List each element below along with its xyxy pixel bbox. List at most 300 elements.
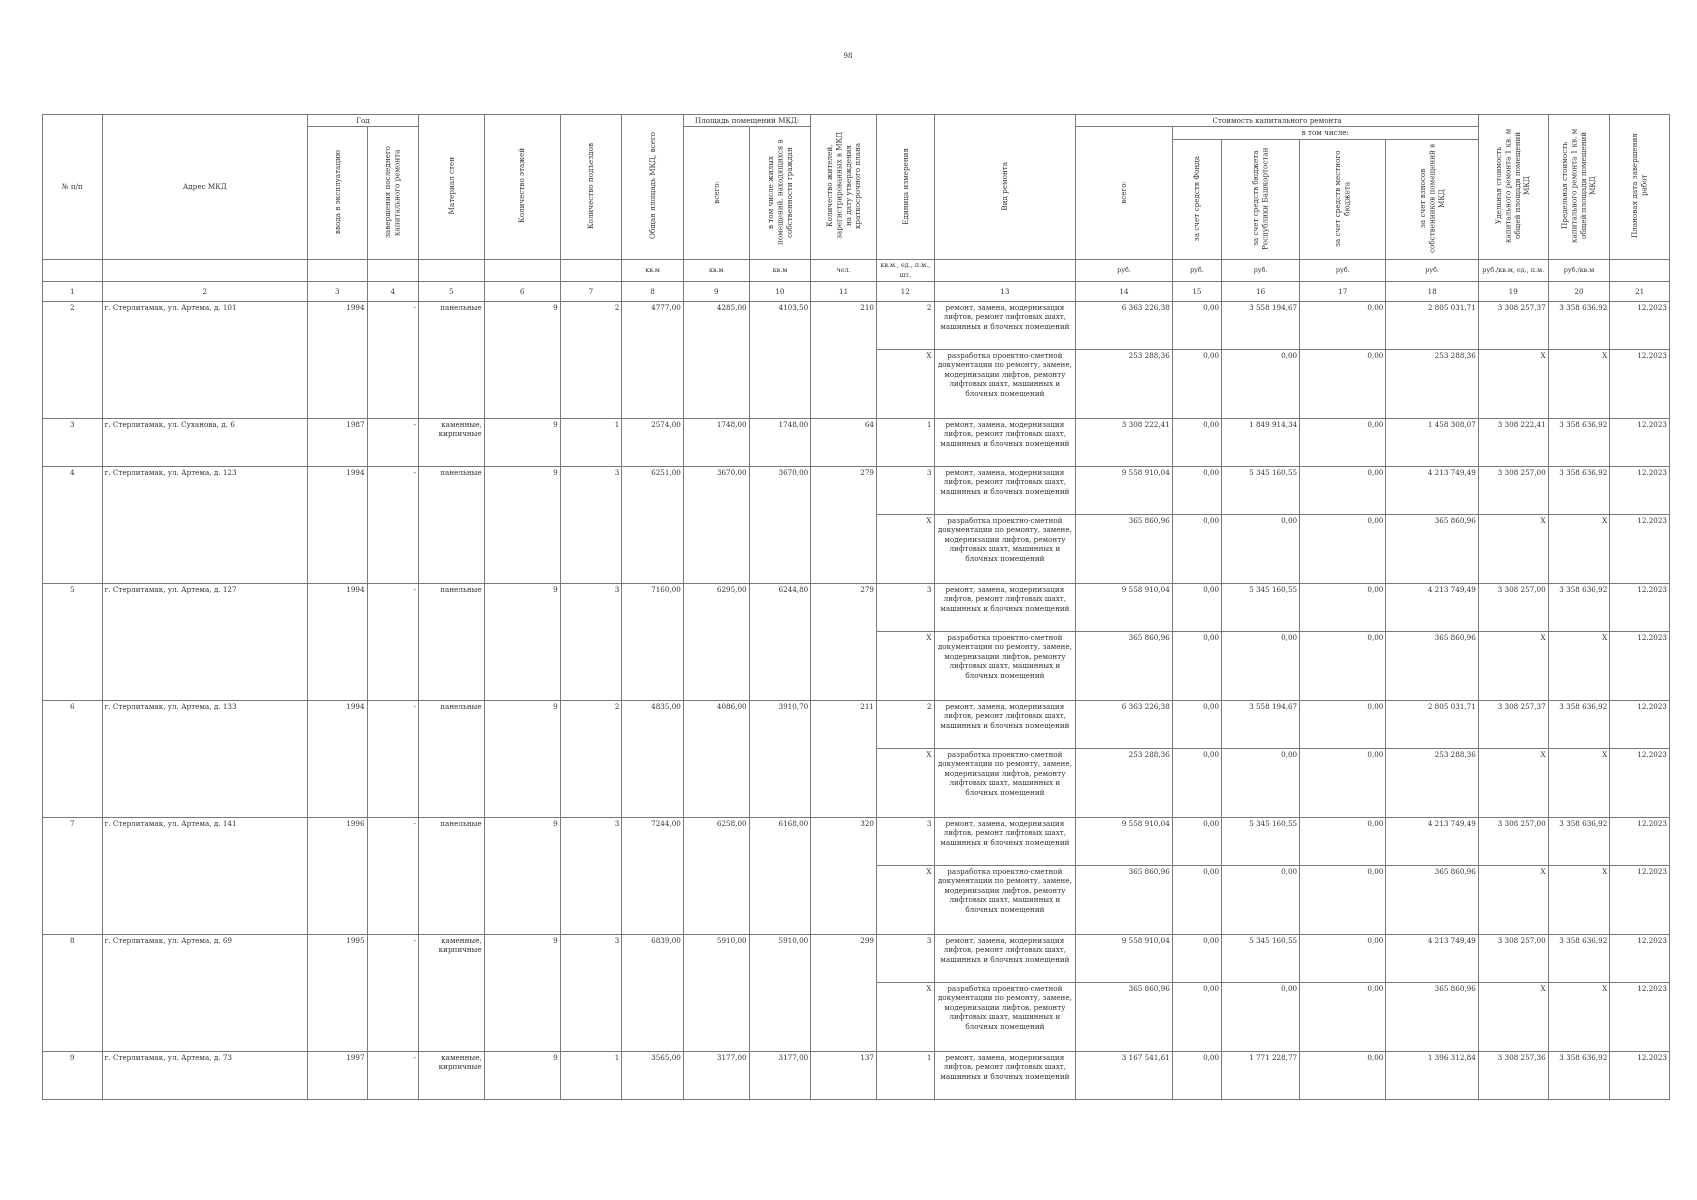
col-header-plan-date: Плановая дата завершения работ (1610, 115, 1670, 260)
cost-owners: 4 213 749,49 (1386, 818, 1478, 866)
col-header-total-area: Общая площадь МКД, всего (622, 115, 684, 260)
wall-material: панельные (418, 467, 484, 584)
plan-date: 12.2023 (1610, 419, 1670, 467)
column-number-cell: 8 (622, 282, 684, 302)
cost-republic: 0,00 (1222, 515, 1300, 584)
work-type: разработка проектно-сметной документации по ремонту, замене, модернизации лифтов, ремонту лифтовых шахт, машинных и блочных помещений (934, 983, 1076, 1052)
max-cost: 3 358 636,92 (1548, 935, 1610, 983)
work-quantity: 3 (876, 818, 934, 866)
commission-year: 1995 (307, 935, 367, 1052)
max-cost: X (1548, 866, 1610, 935)
cost-total: 9 558 910,04 (1076, 818, 1173, 866)
premises-area: 3177,00 (683, 1052, 749, 1100)
unit-cell: руб. (1386, 260, 1478, 282)
cost-republic: 0,00 (1222, 983, 1300, 1052)
residential-area: 6168,00 (749, 818, 811, 935)
work-type: разработка проектно-сметной документации по ремонту, замене, модернизации лифтов, ремонту лифтовых шахт, машинных и блочных помещений (934, 749, 1076, 818)
work-type: разработка проектно-сметной документации по ремонту, замене, модернизации лифтов, ремонту лифтовых шахт, машинных и блочных помещений (934, 515, 1076, 584)
capital-repair-table (42, 114, 1670, 1100)
max-cost: 3 358 636,92 (1548, 419, 1610, 467)
cost-owners: 365 860,96 (1386, 632, 1478, 701)
cost-republic: 0,00 (1222, 866, 1300, 935)
residential-area: 3670,00 (749, 467, 811, 584)
residential-area: 3910,70 (749, 701, 811, 818)
unit-cell (560, 260, 622, 282)
cost-owners: 253 288,36 (1386, 749, 1478, 818)
col-header-entrances: Количество подъездов (560, 115, 622, 260)
column-number-cell: 20 (1548, 282, 1610, 302)
cost-local: 0,00 (1300, 866, 1386, 935)
unit-cell: руб./кв.м, ед., п.м. (1478, 260, 1548, 282)
wall-material: панельные (418, 584, 484, 701)
total-area: 2574,00 (622, 419, 684, 467)
work-quantity: 2 (876, 701, 934, 749)
unit-cell (43, 260, 103, 282)
cost-fund: 0,00 (1172, 419, 1221, 467)
work-quantity: 1 (876, 1052, 934, 1100)
cost-local: 0,00 (1300, 584, 1386, 632)
cost-owners: 365 860,96 (1386, 515, 1478, 584)
max-cost: 3 358 636,92 (1548, 467, 1610, 515)
premises-area: 3670,00 (683, 467, 749, 584)
total-area: 6839,00 (622, 935, 684, 1052)
house-address: г. Стерлитамак, ул. Артема, д. 101 (102, 302, 307, 419)
house-address: г. Стерлитамак, ул. Артема, д. 127 (102, 584, 307, 701)
resident-count: 299 (811, 935, 877, 1052)
unit-cell: руб. (1300, 260, 1386, 282)
commission-year: 1994 (307, 584, 367, 701)
cost-owners: 4 213 749,49 (1386, 467, 1478, 515)
column-number-cell: 18 (1386, 282, 1478, 302)
col-header-unit: Единица измерения (876, 115, 934, 260)
unit-cost: 3 308 222,41 (1478, 419, 1548, 467)
table-row (43, 1052, 1670, 1100)
work-quantity: 1 (876, 419, 934, 467)
cost-owners: 1 396 312,84 (1386, 1052, 1478, 1100)
unit-cell: руб. (1172, 260, 1221, 282)
row-number: 9 (43, 1052, 103, 1100)
row-number: 7 (43, 818, 103, 935)
cost-owners: 4 213 749,49 (1386, 584, 1478, 632)
col-header-max-cost: Предельная стоимость капитального ремонта 1 кв. м общей площади помещений МКД (1548, 115, 1610, 260)
plan-date: 12.2023 (1610, 350, 1670, 419)
work-type: ремонт, замена, модернизация лифтов, ремонт лифтовых шахт, машинных и блочных помещений (934, 701, 1076, 749)
unit-cell: кв.м (683, 260, 749, 282)
col-header-year-commission: ввода в эксплуатацию (307, 127, 367, 260)
row-number: 8 (43, 935, 103, 1052)
col-header-cost-group: Стоимость капитального ремонта (1076, 115, 1479, 127)
table-row (43, 584, 1670, 632)
plan-date: 12.2023 (1610, 935, 1670, 983)
col-header-address: Адрес МКД (102, 115, 307, 260)
floor-count: 9 (484, 419, 560, 467)
entrance-count: 1 (560, 419, 622, 467)
work-quantity: 3 (876, 467, 934, 515)
cost-local: 0,00 (1300, 515, 1386, 584)
unit-cell: руб. (1222, 260, 1300, 282)
residential-area: 1748,00 (749, 419, 811, 467)
cost-total: 6 363 226,38 (1076, 701, 1173, 749)
cost-fund: 0,00 (1172, 632, 1221, 701)
cost-fund: 0,00 (1172, 749, 1221, 818)
unit-cell (418, 260, 484, 282)
cost-republic: 3 558 194,67 (1222, 302, 1300, 350)
cost-fund: 0,00 (1172, 1052, 1221, 1100)
unit-cost: X (1478, 515, 1548, 584)
work-type: разработка проектно-сметной документации по ремонту, замене, модернизации лифтов, ремонту лифтовых шахт, машинных и блочных помещений (934, 866, 1076, 935)
work-type: разработка проектно-сметной документации по ремонту, замене, модернизации лифтов, ремонту лифтовых шахт, машинных и блочных помещений (934, 350, 1076, 419)
column-number-cell: 3 (307, 282, 367, 302)
last-repair-year: - (367, 818, 418, 935)
cost-total: 253 288,36 (1076, 749, 1173, 818)
max-cost: X (1548, 515, 1610, 584)
column-number-cell: 11 (811, 282, 877, 302)
commission-year: 1996 (307, 818, 367, 935)
max-cost: X (1548, 749, 1610, 818)
wall-material: каменные, кирпичные (418, 1052, 484, 1100)
work-quantity: 3 (876, 584, 934, 632)
column-number-cell: 19 (1478, 282, 1548, 302)
cost-republic: 3 558 194,67 (1222, 701, 1300, 749)
cost-fund: 0,00 (1172, 584, 1221, 632)
col-header-work-type: Вид ремонта (934, 115, 1076, 260)
premises-area: 6295,00 (683, 584, 749, 701)
unit-cell: кв.м (622, 260, 684, 282)
column-number-cell: 6 (484, 282, 560, 302)
max-cost: 3 358 636,92 (1548, 302, 1610, 350)
col-header-incl: в том числе: (1172, 127, 1478, 139)
premises-area: 1748,00 (683, 419, 749, 467)
total-area: 7160,00 (622, 584, 684, 701)
work-type: разработка проектно-сметной документации по ремонту, замене, модернизации лифтов, ремонту лифтовых шахт, машинных и блочных помещений (934, 632, 1076, 701)
units-row (43, 260, 1670, 282)
work-quantity: X (876, 515, 934, 584)
plan-date: 12.2023 (1610, 1052, 1670, 1100)
cost-republic: 5 345 160,55 (1222, 935, 1300, 983)
col-header-premises-all: всего: (683, 127, 749, 260)
cost-owners: 4 213 749,49 (1386, 935, 1478, 983)
plan-date: 12.2023 (1610, 866, 1670, 935)
commission-year: 1997 (307, 1052, 367, 1100)
table-body (43, 302, 1670, 1100)
last-repair-year: - (367, 467, 418, 584)
floor-count: 9 (484, 818, 560, 935)
max-cost: X (1548, 350, 1610, 419)
work-quantity: X (876, 749, 934, 818)
col-header-floors: Количество этажей (484, 115, 560, 260)
floor-count: 9 (484, 584, 560, 701)
col-header-cost-total: всего: (1076, 127, 1173, 260)
cost-republic: 1 771 228,77 (1222, 1052, 1300, 1100)
plan-date: 12.2023 (1610, 983, 1670, 1052)
cost-republic: 5 345 160,55 (1222, 818, 1300, 866)
plan-date: 12.2023 (1610, 749, 1670, 818)
cost-total: 6 363 226,38 (1076, 302, 1173, 350)
work-quantity: X (876, 350, 934, 419)
resident-count: 279 (811, 584, 877, 701)
table-row (43, 467, 1670, 515)
col-header-premises-group: Площадь помещений МКД: (683, 115, 810, 127)
work-quantity: 2 (876, 302, 934, 350)
column-number-cell: 1 (43, 282, 103, 302)
plan-date: 12.2023 (1610, 302, 1670, 350)
row-number: 3 (43, 419, 103, 467)
cost-local: 0,00 (1300, 467, 1386, 515)
wall-material: панельные (418, 818, 484, 935)
entrance-count: 2 (560, 701, 622, 818)
wall-material: каменные, кирпичные (418, 419, 484, 467)
row-number: 5 (43, 584, 103, 701)
cost-total: 365 860,96 (1076, 983, 1173, 1052)
commission-year: 1994 (307, 302, 367, 419)
cost-local: 0,00 (1300, 1052, 1386, 1100)
plan-date: 12.2023 (1610, 818, 1670, 866)
unit-cell: кв.м., ед., п.м., шт. (876, 260, 934, 282)
wall-material: каменные, кирпичные (418, 935, 484, 1052)
cost-local: 0,00 (1300, 302, 1386, 350)
row-number: 6 (43, 701, 103, 818)
col-header-num: № п/п (43, 115, 103, 260)
col-header-premises-residential: в том числе жилых помещений, находящихся в собственности граждан (749, 127, 811, 260)
cost-local: 0,00 (1300, 935, 1386, 983)
unit-cost: 3 308 257,36 (1478, 1052, 1548, 1100)
cost-republic: 0,00 (1222, 350, 1300, 419)
cost-total: 3 167 541,61 (1076, 1052, 1173, 1100)
page-number: 98 (843, 52, 853, 60)
table-row (43, 935, 1670, 983)
cost-fund: 0,00 (1172, 515, 1221, 584)
plan-date: 12.2023 (1610, 467, 1670, 515)
unit-cost: X (1478, 350, 1548, 419)
unit-cell (1610, 260, 1670, 282)
cost-republic: 5 345 160,55 (1222, 467, 1300, 515)
column-number-cell: 4 (367, 282, 418, 302)
unit-cell: руб. (1076, 260, 1173, 282)
premises-area: 6258,00 (683, 818, 749, 935)
column-number-cell: 12 (876, 282, 934, 302)
premises-area: 4086,00 (683, 701, 749, 818)
cost-fund: 0,00 (1172, 866, 1221, 935)
entrance-count: 3 (560, 467, 622, 584)
last-repair-year: - (367, 584, 418, 701)
col-header-unit-cost: Удельная стоимость капитального ремонта 1 кв. м общей площади помещений МКД (1478, 115, 1548, 260)
resident-count: 210 (811, 302, 877, 419)
max-cost: 3 358 636,92 (1548, 818, 1610, 866)
residential-area: 5910,00 (749, 935, 811, 1052)
cost-fund: 0,00 (1172, 302, 1221, 350)
entrance-count: 1 (560, 1052, 622, 1100)
unit-cost: 3 308 257,00 (1478, 818, 1548, 866)
unit-cost: 3 308 257,00 (1478, 584, 1548, 632)
total-area: 3565,00 (622, 1052, 684, 1100)
cost-owners: 2 805 031,71 (1386, 302, 1478, 350)
max-cost: X (1548, 632, 1610, 701)
work-quantity: X (876, 632, 934, 701)
row-number: 4 (43, 467, 103, 584)
house-address: г. Стерлитамак, ул. Артема, д. 73 (102, 1052, 307, 1100)
column-number-cell: 17 (1300, 282, 1386, 302)
table-row (43, 302, 1670, 350)
cost-fund: 0,00 (1172, 350, 1221, 419)
total-area: 4835,00 (622, 701, 684, 818)
col-header-cost-local: за счет средств местного бюджета (1300, 139, 1386, 259)
last-repair-year: - (367, 1052, 418, 1100)
work-type: ремонт, замена, модернизация лифтов, ремонт лифтовых шахт, машинных и блочных помещений (934, 584, 1076, 632)
cost-local: 0,00 (1300, 818, 1386, 866)
unit-cell (934, 260, 1076, 282)
column-number-cell: 2 (102, 282, 307, 302)
work-type: ремонт, замена, модернизация лифтов, ремонт лифтовых шахт, машинных и блочных помещений (934, 935, 1076, 983)
entrance-count: 2 (560, 302, 622, 419)
commission-year: 1994 (307, 701, 367, 818)
unit-cost: 3 308 257,37 (1478, 701, 1548, 749)
unit-cost: 3 308 257,00 (1478, 467, 1548, 515)
cost-owners: 2 805 031,71 (1386, 701, 1478, 749)
house-address: г. Стерлитамак, ул. Артема, д. 133 (102, 701, 307, 818)
work-quantity: 3 (876, 935, 934, 983)
cost-total: 9 558 910,04 (1076, 584, 1173, 632)
work-type: ремонт, замена, модернизация лифтов, ремонт лифтовых шахт, машинных и блочных помещений (934, 1052, 1076, 1100)
cost-fund: 0,00 (1172, 818, 1221, 866)
unit-cell: руб./кв.м (1548, 260, 1610, 282)
plan-date: 12.2023 (1610, 584, 1670, 632)
unit-cell: кв.м (749, 260, 811, 282)
floor-count: 9 (484, 302, 560, 419)
residential-area: 6244,80 (749, 584, 811, 701)
col-header-cost-owners: за счет взносов собственников помещений в МКД (1386, 139, 1478, 259)
cost-owners: 253 288,36 (1386, 350, 1478, 419)
last-repair-year: - (367, 935, 418, 1052)
cost-total: 365 860,96 (1076, 632, 1173, 701)
floor-count: 9 (484, 1052, 560, 1100)
cost-total: 365 860,96 (1076, 515, 1173, 584)
unit-cell (307, 260, 367, 282)
residential-area: 4103,50 (749, 302, 811, 419)
table-row (43, 701, 1670, 749)
commission-year: 1987 (307, 419, 367, 467)
column-number-cell: 21 (1610, 282, 1670, 302)
unit-cost: X (1478, 983, 1548, 1052)
max-cost: X (1548, 983, 1610, 1052)
resident-count: 320 (811, 818, 877, 935)
entrance-count: 3 (560, 584, 622, 701)
wall-material: панельные (418, 701, 484, 818)
cost-owners: 365 860,96 (1386, 983, 1478, 1052)
cost-total: 365 860,96 (1076, 866, 1173, 935)
unit-cell (102, 260, 307, 282)
residential-area: 3177,00 (749, 1052, 811, 1100)
work-quantity: X (876, 983, 934, 1052)
cost-local: 0,00 (1300, 350, 1386, 419)
cost-local: 0,00 (1300, 419, 1386, 467)
work-type: ремонт, замена, модернизация лифтов, ремонт лифтовых шахт, машинных и блочных помещений (934, 467, 1076, 515)
col-header-cost-fund: за счет средств Фонда (1172, 139, 1221, 259)
floor-count: 9 (484, 935, 560, 1052)
total-area: 4777,00 (622, 302, 684, 419)
col-header-cost-republic: за счет средств бюджета Республики Башкортостан (1222, 139, 1300, 259)
house-address: г. Стерлитамак, ул. Суханова, д. 6 (102, 419, 307, 467)
plan-date: 12.2023 (1610, 515, 1670, 584)
column-number-cell: 5 (418, 282, 484, 302)
cost-republic: 1 849 914,34 (1222, 419, 1300, 467)
wall-material: панельные (418, 302, 484, 419)
table-row (43, 419, 1670, 467)
cost-local: 0,00 (1300, 749, 1386, 818)
work-type: ремонт, замена, модернизация лифтов, ремонт лифтовых шахт, машинных и блочных помещений (934, 419, 1076, 467)
cost-fund: 0,00 (1172, 701, 1221, 749)
unit-cost: 3 308 257,00 (1478, 935, 1548, 983)
cost-owners: 1 458 308,07 (1386, 419, 1478, 467)
last-repair-year: - (367, 419, 418, 467)
premises-area: 4285,00 (683, 302, 749, 419)
max-cost: 3 358 636,92 (1548, 1052, 1610, 1100)
house-address: г. Стерлитамак, ул. Артема, д. 123 (102, 467, 307, 584)
max-cost: 3 358 636,92 (1548, 701, 1610, 749)
cost-local: 0,00 (1300, 983, 1386, 1052)
cost-total: 9 558 910,04 (1076, 467, 1173, 515)
plan-date: 12.2023 (1610, 701, 1670, 749)
column-numbers-row (43, 282, 1670, 302)
unit-cost: X (1478, 749, 1548, 818)
premises-area: 5910,00 (683, 935, 749, 1052)
resident-count: 211 (811, 701, 877, 818)
column-number-cell: 15 (1172, 282, 1221, 302)
column-number-cell: 13 (934, 282, 1076, 302)
cost-local: 0,00 (1300, 632, 1386, 701)
total-area: 6251,00 (622, 467, 684, 584)
house-address: г. Стерлитамак, ул. Артема, д. 141 (102, 818, 307, 935)
column-number-cell: 9 (683, 282, 749, 302)
floor-count: 9 (484, 467, 560, 584)
table-row (43, 818, 1670, 866)
unit-cost: 3 308 257,37 (1478, 302, 1548, 350)
total-area: 7244,00 (622, 818, 684, 935)
cost-local: 0,00 (1300, 701, 1386, 749)
house-address: г. Стерлитамак, ул. Артема, д. 69 (102, 935, 307, 1052)
unit-cost: X (1478, 632, 1548, 701)
cost-republic: 0,00 (1222, 749, 1300, 818)
resident-count: 137 (811, 1052, 877, 1100)
column-number-cell: 14 (1076, 282, 1173, 302)
column-number-cell: 7 (560, 282, 622, 302)
cost-republic: 0,00 (1222, 632, 1300, 701)
cost-owners: 365 860,96 (1386, 866, 1478, 935)
col-header-wall: Материал стен (418, 115, 484, 260)
last-repair-year: - (367, 701, 418, 818)
unit-cell (367, 260, 418, 282)
cost-fund: 0,00 (1172, 935, 1221, 983)
row-number: 2 (43, 302, 103, 419)
unit-cost: X (1478, 866, 1548, 935)
unit-cell: чел. (811, 260, 877, 282)
resident-count: 279 (811, 467, 877, 584)
max-cost: 3 358 636,92 (1548, 584, 1610, 632)
cost-total: 9 558 910,04 (1076, 935, 1173, 983)
column-number-cell: 10 (749, 282, 811, 302)
col-header-year-last-repair: завершения последнего капитального ремонта (367, 127, 418, 260)
work-quantity: X (876, 866, 934, 935)
cost-fund: 0,00 (1172, 467, 1221, 515)
col-header-residents: Количество жителей, зарегистрированных в МКД на дату утверждения краткосрочного плана (811, 115, 877, 260)
resident-count: 64 (811, 419, 877, 467)
unit-cell (484, 260, 560, 282)
cost-total: 253 288,36 (1076, 350, 1173, 419)
cost-total: 3 308 222,41 (1076, 419, 1173, 467)
entrance-count: 3 (560, 818, 622, 935)
column-number-cell: 16 (1222, 282, 1300, 302)
cost-fund: 0,00 (1172, 983, 1221, 1052)
work-type: ремонт, замена, модернизация лифтов, ремонт лифтовых шахт, машинных и блочных помещений (934, 302, 1076, 350)
